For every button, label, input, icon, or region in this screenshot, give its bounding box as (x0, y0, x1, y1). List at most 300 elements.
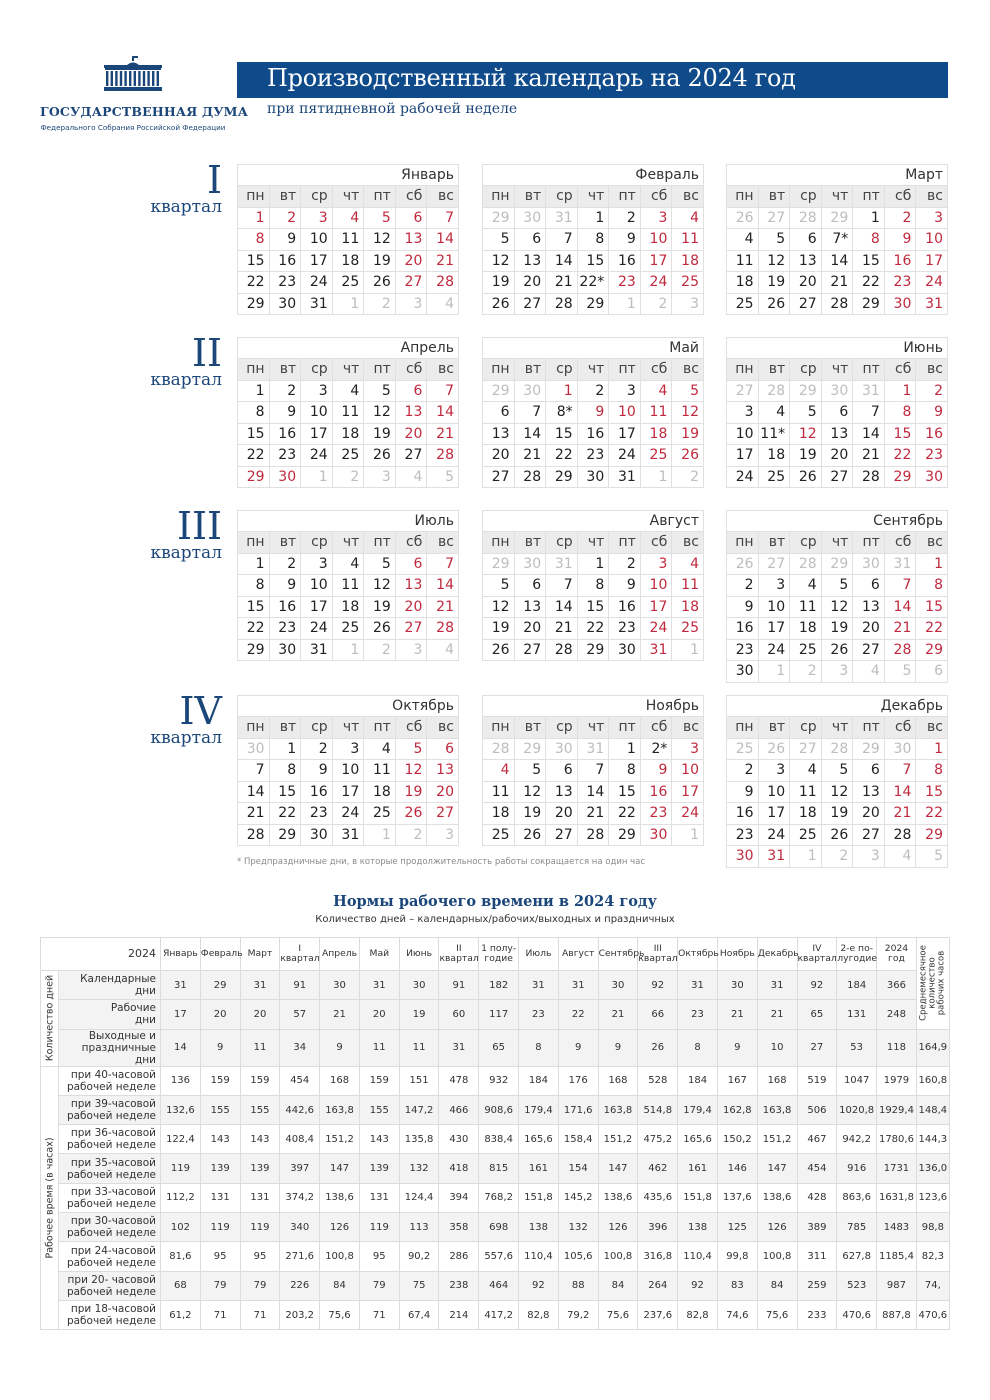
value-cell: 159 (200, 1066, 240, 1095)
day-cell: 1 (916, 738, 948, 760)
day-cell: 3 (758, 575, 790, 597)
value-cell: 71 (359, 1300, 399, 1329)
day-cell: 31 (640, 639, 672, 661)
day-cell: 30 (514, 207, 546, 229)
value-cell: 75,6 (598, 1300, 638, 1329)
days-row (41, 1029, 950, 1066)
day-cell: 4 (427, 293, 459, 315)
day-cell: 22 (916, 618, 948, 640)
day-cell: 29 (821, 207, 853, 229)
week-row (238, 760, 459, 782)
value-cell: 147 (757, 1154, 797, 1183)
day-cell: 18 (640, 423, 672, 445)
quarter-2-numeral: II (191, 331, 222, 375)
value-cell: 100,8 (598, 1242, 638, 1271)
day-cell: 5 (758, 229, 790, 251)
day-cell: 23 (727, 639, 759, 661)
day-cell: 5 (364, 207, 396, 229)
day-cell: 5 (884, 661, 916, 683)
weekday-header: пт (853, 359, 885, 381)
week-row (238, 402, 459, 424)
day-cell: 5 (821, 760, 853, 782)
weekday-header: вт (514, 186, 546, 208)
day-cell: 18 (790, 618, 822, 640)
day-cell: 6 (395, 380, 427, 402)
value-cell: 184 (519, 1066, 559, 1095)
value-cell: 22 (558, 1000, 598, 1029)
day-cell: 3 (301, 380, 333, 402)
day-cell: 24 (640, 272, 672, 294)
day-cell: 16 (884, 250, 916, 272)
day-cell: 31 (916, 293, 948, 315)
day-cell: 9 (269, 575, 301, 597)
value-cell: 184 (678, 1066, 718, 1095)
day-cell: 13 (395, 402, 427, 424)
row-label: при 30-часовой рабочей неделе (59, 1213, 161, 1242)
day-cell: 2 (577, 380, 609, 402)
value-cell: 150,2 (717, 1125, 757, 1154)
row-label: Календарные дни (59, 971, 161, 1000)
value-cell: 9 (558, 1029, 598, 1066)
day-cell: 4 (758, 402, 790, 424)
day-cell: 3 (427, 824, 459, 846)
day-cell: 30 (269, 466, 301, 488)
day-cell: 24 (609, 445, 641, 467)
month-name: Июль (238, 511, 459, 532)
weekday-header: вт (758, 359, 790, 381)
day-cell: 1 (364, 824, 396, 846)
avg-cell: 74, (916, 1271, 949, 1300)
weekday-header: вт (269, 532, 301, 554)
day-cell: 9 (640, 760, 672, 782)
day-cell: 23 (609, 272, 641, 294)
day-cell: 1 (853, 207, 885, 229)
weekday-header: ср (546, 532, 578, 554)
week-row (727, 824, 948, 846)
day-cell: 12 (672, 402, 704, 424)
group-days-text: Количество дней (44, 975, 55, 1062)
weekday-header: вс (916, 532, 948, 554)
day-cell: 26 (790, 466, 822, 488)
value-cell: 464 (479, 1271, 519, 1300)
value-cell: 57 (280, 1000, 320, 1029)
day-cell: 27 (853, 639, 885, 661)
value-cell: 506 (797, 1095, 837, 1124)
day-cell: 19 (821, 803, 853, 825)
value-cell: 203,2 (280, 1300, 320, 1329)
value-cell: 132 (399, 1154, 439, 1183)
value-cell: 135,8 (399, 1125, 439, 1154)
days-row (41, 971, 950, 1000)
day-cell: 28 (884, 824, 916, 846)
day-cell: 11 (332, 575, 364, 597)
weekday-header: чт (821, 532, 853, 554)
value-cell: 119 (200, 1213, 240, 1242)
week-row (727, 738, 948, 760)
day-cell: 23 (269, 272, 301, 294)
day-cell: 15 (853, 250, 885, 272)
value-cell: 1185,4 (877, 1242, 917, 1271)
day-cell: 1 (916, 553, 948, 575)
day-cell: 5 (821, 575, 853, 597)
weekday-header: ср (790, 532, 822, 554)
row-label: при 35-часовой рабочей неделе (59, 1154, 161, 1183)
week-row (483, 824, 704, 846)
week-row (483, 229, 704, 251)
value-cell: 466 (439, 1095, 479, 1124)
weekday-header: вт (514, 717, 546, 739)
value-cell: 916 (837, 1154, 877, 1183)
value-cell: 1731 (877, 1154, 917, 1183)
day-cell: 3 (640, 207, 672, 229)
value-cell: 143 (240, 1125, 280, 1154)
weekday-header: ср (790, 717, 822, 739)
weekday-header: пн (483, 359, 515, 381)
day-cell: 2 (395, 824, 427, 846)
day-cell: 20 (483, 445, 515, 467)
value-cell: 168 (598, 1066, 638, 1095)
day-cell: 29 (483, 553, 515, 575)
title-banner (237, 62, 948, 98)
day-cell: 3 (672, 738, 704, 760)
day-cell: 25 (332, 272, 364, 294)
day-cell: 14 (238, 781, 270, 803)
value-cell: 92 (519, 1271, 559, 1300)
value-cell: 66 (638, 1000, 678, 1029)
value-cell: 31 (519, 971, 559, 1000)
column-header: 1 полу- годие (479, 938, 519, 971)
value-cell: 311 (797, 1242, 837, 1271)
day-cell: 29 (483, 207, 515, 229)
value-cell: 139 (200, 1154, 240, 1183)
org-name: ГОСУДАРСТВЕННАЯ ДУМА (40, 104, 249, 119)
day-cell: 30 (546, 738, 578, 760)
weekday-header: пт (609, 359, 641, 381)
hours-row (41, 1095, 950, 1124)
week-row (727, 618, 948, 640)
day-cell: 2 (640, 293, 672, 315)
day-cell: 30 (269, 639, 301, 661)
day-cell: 27 (427, 803, 459, 825)
day-cell: 18 (332, 596, 364, 618)
day-cell: 2 (269, 553, 301, 575)
value-cell: 90,2 (399, 1242, 439, 1271)
day-cell: 24 (758, 639, 790, 661)
value-cell: 53 (837, 1029, 877, 1066)
column-header: Декабрь (757, 938, 797, 971)
day-cell: 7 (427, 380, 459, 402)
weekday-header: ср (546, 359, 578, 381)
day-cell: 1 (672, 639, 704, 661)
weekday-header: ср (790, 186, 822, 208)
day-cell: 8 (916, 760, 948, 782)
day-cell: 20 (853, 803, 885, 825)
day-cell: 10 (301, 402, 333, 424)
row-label: при 40-часовой рабочей неделе (59, 1066, 161, 1095)
day-cell: 11 (727, 250, 759, 272)
value-cell: 238 (439, 1271, 479, 1300)
value-cell: 31 (161, 971, 201, 1000)
weekday-header: пн (238, 186, 270, 208)
hours-row (41, 1213, 950, 1242)
day-cell: 26 (364, 618, 396, 640)
day-cell: 26 (727, 553, 759, 575)
day-cell: 27 (514, 639, 546, 661)
weekday-header: пт (853, 532, 885, 554)
weekday-header: вс (672, 532, 704, 554)
weekday-header: ср (546, 186, 578, 208)
weekday-header: ср (301, 717, 333, 739)
day-cell: 12 (483, 250, 515, 272)
value-cell: 67,4 (399, 1300, 439, 1329)
value-cell: 138,6 (598, 1183, 638, 1212)
value-cell: 92 (638, 971, 678, 1000)
value-cell: 95 (200, 1242, 240, 1271)
value-cell: 137,6 (717, 1183, 757, 1212)
day-cell: 17 (640, 250, 672, 272)
day-cell: 6 (853, 760, 885, 782)
month-name: Январь (238, 165, 459, 186)
value-cell: 394 (439, 1183, 479, 1212)
day-cell: 26 (514, 824, 546, 846)
day-cell: 6 (395, 553, 427, 575)
value-cell: 8 (678, 1029, 718, 1066)
day-cell: 25 (790, 824, 822, 846)
value-cell: 233 (797, 1300, 837, 1329)
day-cell: 11 (640, 402, 672, 424)
row-label: при 39-часовой рабочей неделе (59, 1095, 161, 1124)
day-cell: 29 (577, 293, 609, 315)
hours-row (41, 1154, 950, 1183)
day-cell: 14 (427, 402, 459, 424)
day-cell: 20 (546, 803, 578, 825)
day-cell: 1 (301, 466, 333, 488)
week-row (727, 639, 948, 661)
weekday-header: пт (609, 186, 641, 208)
value-cell: 132 (558, 1213, 598, 1242)
month-table (237, 695, 459, 846)
day-cell: 3 (640, 553, 672, 575)
day-cell: 17 (301, 596, 333, 618)
day-cell: 7 (238, 760, 270, 782)
day-cell: 15 (238, 250, 270, 272)
day-cell: 20 (395, 250, 427, 272)
value-cell: 21 (598, 1000, 638, 1029)
day-cell: 4 (884, 846, 916, 868)
day-cell: 7 (546, 575, 578, 597)
weekday-header: сб (640, 717, 672, 739)
day-cell: 18 (332, 423, 364, 445)
day-cell: 2 (332, 466, 364, 488)
day-cell: 6 (546, 760, 578, 782)
weekday-header: ср (790, 359, 822, 381)
weekday-header: чт (821, 717, 853, 739)
day-cell: 1 (640, 466, 672, 488)
day-cell: 26 (758, 293, 790, 315)
duma-building-icon (104, 56, 162, 92)
weekday-header: вт (758, 532, 790, 554)
month-name: Сентябрь (727, 511, 948, 532)
value-cell: 785 (837, 1213, 877, 1242)
value-cell: 408,4 (280, 1125, 320, 1154)
weekday-header: ср (546, 717, 578, 739)
week-row (238, 229, 459, 251)
column-header: Ноябрь (717, 938, 757, 971)
column-header: Октябрь (678, 938, 718, 971)
day-cell: 30 (821, 380, 853, 402)
value-cell: 176 (558, 1066, 598, 1095)
day-cell: 26 (364, 445, 396, 467)
quarter-3-numeral: III (176, 504, 222, 548)
day-cell: 15 (916, 781, 948, 803)
day-cell: 10 (640, 575, 672, 597)
day-cell: 30 (301, 824, 333, 846)
day-cell: 21 (427, 423, 459, 445)
value-cell: 31 (359, 971, 399, 1000)
value-cell: 20 (240, 1000, 280, 1029)
day-cell: 31 (301, 293, 333, 315)
value-cell: 82,8 (678, 1300, 718, 1329)
day-cell: 18 (364, 781, 396, 803)
value-cell: 30 (598, 971, 638, 1000)
day-cell: 17 (727, 445, 759, 467)
day-cell: 18 (483, 803, 515, 825)
day-cell: 28 (853, 466, 885, 488)
day-cell: 15 (916, 596, 948, 618)
day-cell: 5 (483, 229, 515, 251)
day-cell: 26 (395, 803, 427, 825)
column-header: Январь (161, 938, 201, 971)
day-cell: 25 (640, 445, 672, 467)
day-cell: 9 (884, 229, 916, 251)
day-cell: 4 (395, 466, 427, 488)
value-cell: 151,8 (519, 1183, 559, 1212)
column-header: III квартал (638, 938, 678, 971)
value-cell: 151,8 (678, 1183, 718, 1212)
column-header: Февраль (200, 938, 240, 971)
day-cell: 26 (483, 293, 515, 315)
value-cell: 14 (161, 1029, 201, 1066)
day-cell: 6 (514, 575, 546, 597)
day-cell: 14 (546, 250, 578, 272)
value-cell: 237,6 (638, 1300, 678, 1329)
day-cell: 17 (916, 250, 948, 272)
value-cell: 132,6 (161, 1095, 201, 1124)
day-cell: 30 (577, 466, 609, 488)
day-cell: 5 (395, 738, 427, 760)
day-cell: 22 (577, 618, 609, 640)
day-cell: 30 (727, 846, 759, 868)
day-cell: 1 (577, 207, 609, 229)
value-cell: 88 (558, 1271, 598, 1300)
day-cell: 6 (483, 402, 515, 424)
day-cell: 1 (758, 661, 790, 683)
week-row (238, 596, 459, 618)
day-cell: 17 (672, 781, 704, 803)
day-cell: 11 (483, 781, 515, 803)
month-name: Ноябрь (483, 696, 704, 717)
day-cell: 23 (301, 803, 333, 825)
day-cell: 24 (301, 445, 333, 467)
day-cell: 26 (821, 824, 853, 846)
value-cell: 171,6 (558, 1095, 598, 1124)
value-cell: 396 (638, 1213, 678, 1242)
weekday-header: вс (427, 359, 459, 381)
weekday-header: чт (821, 186, 853, 208)
org-subtitle: Федерального Собрания Российской Федерации (40, 123, 226, 132)
value-cell: 11 (399, 1029, 439, 1066)
day-cell: 28 (790, 207, 822, 229)
month-table (482, 337, 704, 488)
day-cell: 6 (821, 402, 853, 424)
month-table (482, 510, 704, 661)
weekday-header: ср (301, 532, 333, 554)
day-cell: 2 (916, 380, 948, 402)
value-cell: 161 (519, 1154, 559, 1183)
row-label: при 18-часовой рабочей неделе (59, 1300, 161, 1329)
value-cell: 698 (479, 1213, 519, 1242)
day-cell: 23 (269, 445, 301, 467)
day-cell: 16 (727, 618, 759, 640)
day-cell: 19 (483, 272, 515, 294)
value-cell: 75 (399, 1271, 439, 1300)
value-cell: 65 (797, 1000, 837, 1029)
month-table (726, 337, 948, 488)
day-cell: 10 (758, 781, 790, 803)
value-cell: 71 (200, 1300, 240, 1329)
column-header: Май (359, 938, 399, 971)
value-cell: 838,4 (479, 1125, 519, 1154)
avg-cell: 98,8 (916, 1213, 949, 1242)
value-cell: 139 (359, 1154, 399, 1183)
value-cell: 478 (439, 1066, 479, 1095)
value-cell: 100,8 (757, 1242, 797, 1271)
day-cell: 26 (483, 639, 515, 661)
day-cell: 27 (395, 272, 427, 294)
day-cell: 2 (301, 738, 333, 760)
day-cell: 20 (821, 445, 853, 467)
norms-table (40, 937, 950, 1330)
value-cell: 126 (598, 1213, 638, 1242)
day-cell: 27 (758, 553, 790, 575)
weekday-header: вт (758, 186, 790, 208)
value-cell: 417,2 (479, 1300, 519, 1329)
day-cell: 10 (727, 423, 759, 445)
weekday-header: пн (238, 717, 270, 739)
value-cell: 11 (240, 1029, 280, 1066)
day-cell: 1 (238, 207, 270, 229)
day-cell: 8 (238, 229, 270, 251)
week-row (727, 760, 948, 782)
day-cell: 21 (427, 596, 459, 618)
day-cell: 30 (916, 466, 948, 488)
day-cell: 9 (727, 596, 759, 618)
weekday-header: сб (640, 359, 672, 381)
value-cell: 118 (877, 1029, 917, 1066)
value-cell: 932 (479, 1066, 519, 1095)
day-cell: 2 (790, 661, 822, 683)
week-row (483, 466, 704, 488)
value-cell: 1483 (877, 1213, 917, 1242)
value-cell: 768,2 (479, 1183, 519, 1212)
day-cell: 30 (853, 553, 885, 575)
day-cell: 12 (483, 596, 515, 618)
value-cell: 138,6 (757, 1183, 797, 1212)
day-cell: 9 (301, 760, 333, 782)
day-cell: 30 (884, 738, 916, 760)
value-cell: 9 (320, 1029, 360, 1066)
day-cell: 31 (546, 207, 578, 229)
